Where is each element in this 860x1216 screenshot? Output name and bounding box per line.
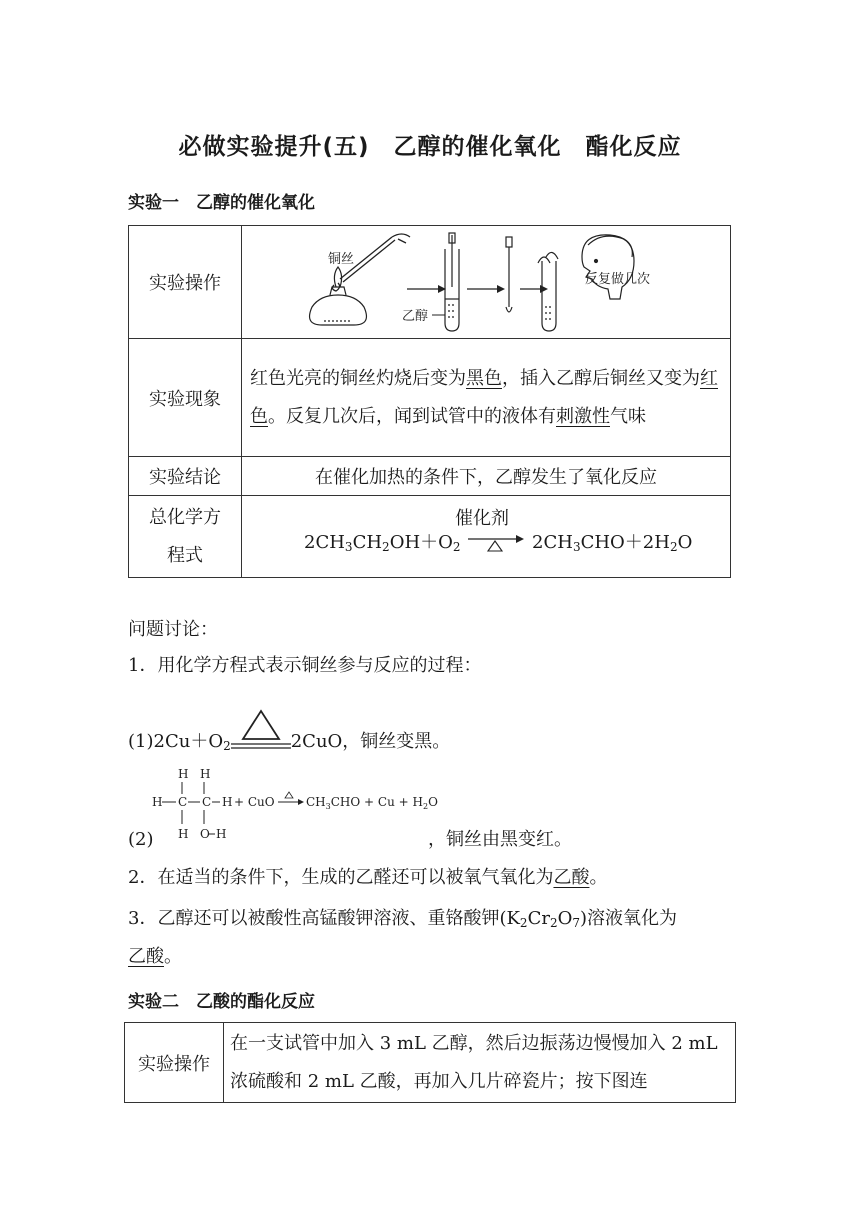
svg-text:CH3CHO + Cu + H2O: $CH_3CHO + Cu + H_2O$ (306, 795, 438, 811)
svg-text:C: C (202, 795, 212, 809)
test-tube-icon (445, 233, 459, 331)
repeat-label: 反复做几次 (585, 271, 651, 287)
page-title: 必做实验提升(五) 乙醇的催化氧化 酯化反应 (178, 134, 682, 160)
conclusion-text: 在催化加热的条件下，乙醇发生了氧化反应 (242, 457, 731, 496)
exp1-table (128, 225, 731, 578)
question-3-answer: 乙酸。 (128, 946, 182, 967)
smelling-face-icon (582, 234, 634, 298)
reaction-arrow (466, 532, 526, 552)
svg-text:H: H (152, 795, 163, 809)
svg-text:H: H (216, 827, 227, 841)
svg-text:H: H (222, 795, 233, 809)
svg-text:O: O (200, 827, 210, 841)
heat-arrow (231, 709, 291, 753)
phenomenon-cell: 红色光亮的铜丝灼烧后变为黑色，插入乙醇后铜丝又变为红色。反复几次后，闻到试管中的液体有刺激性气味 (242, 339, 731, 457)
equation-1: $(1)2Cu+O_2$ 2CuO，铜丝变黑。 (128, 724, 450, 760)
question-1: 1．用化学方程式表示铜丝参与反应的过程： (128, 655, 482, 676)
operation-diagram (242, 226, 731, 339)
exp1-heading: 实验一 乙醇的催化氧化 (128, 193, 315, 213)
exp2-operation-text: 在一支试管中加入 3 mL 乙醇，然后边振荡边慢慢加入 2 mL 浓硫酸和 2 mL 乙酸，再加入几片碎瓷片；按下图连 (224, 1023, 736, 1103)
svg-text:H: H (200, 767, 211, 781)
answer-black: 黑色 (466, 367, 502, 389)
exp2-heading: 实验二 乙酸的酯化反应 (128, 992, 315, 1012)
answer-acetic-acid: 乙酸 (553, 867, 590, 888)
overall-equation (242, 496, 731, 578)
catalyst-label: 催化剂 (455, 508, 509, 529)
exp2-operation-label: 实验操作 (125, 1023, 224, 1103)
apparatus-diagram (242, 227, 730, 338)
svg-text:H: H (178, 767, 189, 781)
equation-2-suffix: ，铜丝由黑变红。 (428, 829, 572, 850)
answer-red: 红色 (250, 367, 718, 427)
copper-wire-label: 铜丝 (328, 251, 355, 267)
svg-text:+ CuO: + CuO (234, 795, 275, 809)
ethanol-label: 乙醇 (402, 308, 429, 324)
alcohol-lamp-icon (310, 267, 367, 325)
svg-text:H: H (178, 827, 189, 841)
equation-label: 总化学方 程式 (129, 496, 242, 578)
question-2: 2．在适当的条件下，生成的乙醛还可以被氧气氧化为乙酸。 (128, 867, 608, 888)
question-3: 3．乙醇还可以被酸性高锰酸钾溶液、重铬酸钾$(K_2Cr_2O_7)$溶液氧化为 (128, 908, 678, 930)
phenomenon-label: 实验现象 (129, 339, 242, 457)
conclusion-label: 实验结论 (129, 457, 242, 496)
equation-body: $2CH_3CH_2OH+O_2$ $2CH_3CHO+2H_2O$ (304, 532, 693, 554)
equation-2-prefix: (2) (128, 829, 154, 850)
ethanol-structure-equation (150, 766, 450, 841)
svg-text:C: C (178, 795, 188, 809)
discussion-heading: 问题讨论： (128, 619, 218, 640)
answer-pungent: 刺激性 (556, 405, 610, 427)
exp2-table (124, 1022, 736, 1103)
operation-label: 实验操作 (129, 226, 242, 339)
